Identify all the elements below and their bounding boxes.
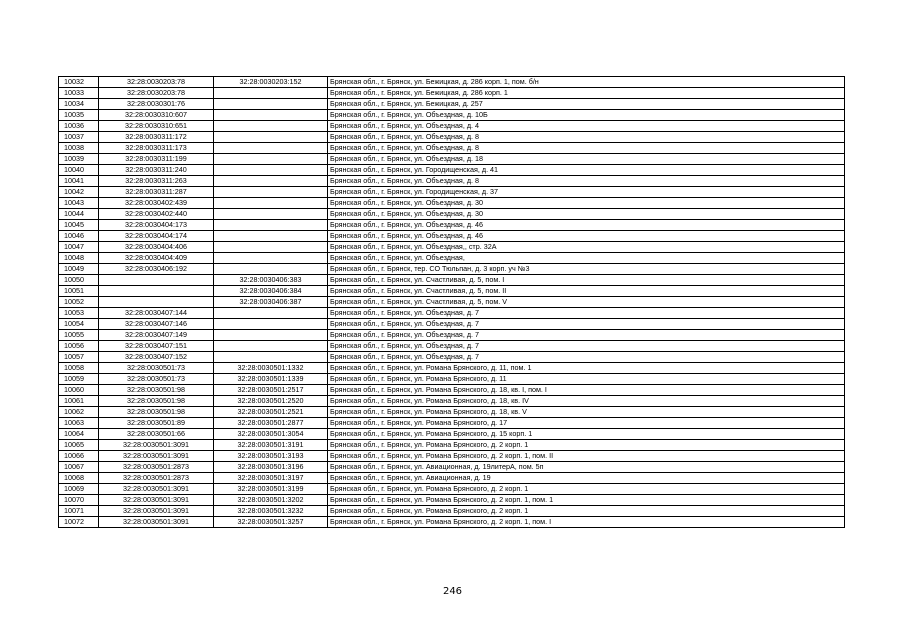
row-number-cell: 10063 [59,418,99,429]
address-cell: Брянская обл., г. Брянск, ул. Объездная, д. 8 [328,143,845,154]
building-cadastral-number-cell: 32:28:0030404:406 [99,242,214,253]
address-cell: Брянская обл., г. Брянск, ул. Авиационная, д. 19литерА, пом. 5п [328,462,845,473]
building-cadastral-number-cell: 32:28:0030311:287 [99,187,214,198]
building-cadastral-number-cell: 32:28:0030406:192 [99,264,214,275]
premises-cadastral-number-cell [214,209,328,220]
row-number-cell: 10059 [59,374,99,385]
building-cadastral-number-cell: 32:28:0030501:3091 [99,506,214,517]
row-number-cell: 10041 [59,176,99,187]
address-cell: Брянская обл., г. Брянск, ул. Объездная, д. 7 [328,352,845,363]
address-cell: Брянская обл., г. Брянск, ул. Объездная,, стр. 32А [328,242,845,253]
premises-cadastral-number-cell: 32:28:0030501:2517 [214,385,328,396]
row-number-cell: 10051 [59,286,99,297]
table-row [59,473,845,484]
table-row [59,264,845,275]
page-number: 246 [442,586,463,597]
table-row [59,308,845,319]
address-cell: Брянская обл., г. Брянск, ул. Городищенская, д. 37 [328,187,845,198]
premises-cadastral-number-cell: 32:28:0030501:3202 [214,495,328,506]
address-cell: Брянская обл., г. Брянск, ул. Романа Брянского, д. 18, кв. V [328,407,845,418]
table-row [59,330,845,341]
table-row [59,220,845,231]
address-cell: Брянская обл., г. Брянск, ул. Объездная, [328,253,845,264]
building-cadastral-number-cell: 32:28:0030311:172 [99,132,214,143]
premises-cadastral-number-cell [214,341,328,352]
building-cadastral-number-cell: 32:28:0030311:199 [99,154,214,165]
table-row [59,352,845,363]
premises-cadastral-number-cell: 32:28:0030501:3196 [214,462,328,473]
table-row [59,275,845,286]
premises-cadastral-number-cell: 32:28:0030501:2521 [214,407,328,418]
registry-table [58,76,845,528]
premises-cadastral-number-cell: 32:28:0030501:3197 [214,473,328,484]
premises-cadastral-number-cell: 32:28:0030406:384 [214,286,328,297]
row-number-cell: 10049 [59,264,99,275]
row-number-cell: 10060 [59,385,99,396]
address-cell: Брянская обл., г. Брянск, ул. Объездная, д. 10Б [328,110,845,121]
address-cell: Брянская обл., г. Брянск, тер. СО Тюльпан, д. 3 корп. уч №3 [328,264,845,275]
row-number-cell: 10056 [59,341,99,352]
building-cadastral-number-cell: 32:28:0030501:73 [99,374,214,385]
table-row [59,418,845,429]
address-cell: Брянская обл., г. Брянск, ул. Объездная, д. 18 [328,154,845,165]
row-number-cell: 10068 [59,473,99,484]
row-number-cell: 10064 [59,429,99,440]
table-row [59,154,845,165]
building-cadastral-number-cell: 32:28:0030203:78 [99,77,214,88]
premises-cadastral-number-cell [214,330,328,341]
building-cadastral-number-cell [99,297,214,308]
building-cadastral-number-cell: 32:28:0030404:173 [99,220,214,231]
row-number-cell: 10035 [59,110,99,121]
table-row [59,385,845,396]
table-row [59,407,845,418]
premises-cadastral-number-cell: 32:28:0030501:3054 [214,429,328,440]
premises-cadastral-number-cell [214,121,328,132]
address-cell: Брянская обл., г. Брянск, ул. Бежицкая, д. 286 корп. 1, пом. б/н [328,77,845,88]
building-cadastral-number-cell: 32:28:0030407:152 [99,352,214,363]
building-cadastral-number-cell: 32:28:0030203:78 [99,88,214,99]
address-cell: Брянская обл., г. Брянск, ул. Романа Брянского, д. 11 [328,374,845,385]
premises-cadastral-number-cell [214,253,328,264]
premises-cadastral-number-cell: 32:28:0030501:2520 [214,396,328,407]
premises-cadastral-number-cell [214,143,328,154]
row-number-cell: 10040 [59,165,99,176]
building-cadastral-number-cell: 32:28:0030311:240 [99,165,214,176]
building-cadastral-number-cell: 32:28:0030501:2873 [99,462,214,473]
premises-cadastral-number-cell [214,308,328,319]
table-row [59,88,845,99]
table-row [59,429,845,440]
address-cell: Брянская обл., г. Брянск, ул. Романа Брянского, д. 2 корп. 1, пом. 1 [328,495,845,506]
row-number-cell: 10058 [59,363,99,374]
building-cadastral-number-cell: 32:28:0030501:66 [99,429,214,440]
table-row [59,187,845,198]
table-row [59,121,845,132]
building-cadastral-number-cell: 32:28:0030501:73 [99,363,214,374]
address-cell: Брянская обл., г. Брянск, ул. Романа Брянского, д. 2 корп. 1, пом. I [328,517,845,528]
building-cadastral-number-cell: 32:28:0030407:151 [99,341,214,352]
row-number-cell: 10044 [59,209,99,220]
row-number-cell: 10071 [59,506,99,517]
row-number-cell: 10067 [59,462,99,473]
address-cell: Брянская обл., г. Брянск, ул. Объездная, д. 8 [328,132,845,143]
premises-cadastral-number-cell: 32:28:0030501:3257 [214,517,328,528]
row-number-cell: 10070 [59,495,99,506]
table-row [59,132,845,143]
building-cadastral-number-cell: 32:28:0030501:98 [99,396,214,407]
address-cell: Брянская обл., г. Брянск, ул. Авиационная, д. 19 [328,473,845,484]
building-cadastral-number-cell: 32:28:0030311:263 [99,176,214,187]
building-cadastral-number-cell: 32:28:0030501:3091 [99,484,214,495]
table-row [59,462,845,473]
row-number-cell: 10036 [59,121,99,132]
premises-cadastral-number-cell: 32:28:0030203:152 [214,77,328,88]
address-cell: Брянская обл., г. Брянск, ул. Романа Брянского, д. 2 корп. 1 [328,484,845,495]
building-cadastral-number-cell: 32:28:0030402:440 [99,209,214,220]
row-number-cell: 10043 [59,198,99,209]
building-cadastral-number-cell: 32:28:0030501:2873 [99,473,214,484]
table-row [59,484,845,495]
table-row [59,341,845,352]
building-cadastral-number-cell [99,286,214,297]
premises-cadastral-number-cell [214,352,328,363]
table-row [59,165,845,176]
address-cell: Брянская обл., г. Брянск, ул. Объездная, д. 4 [328,121,845,132]
building-cadastral-number-cell: 32:28:0030501:3091 [99,517,214,528]
address-cell: Брянская обл., г. Брянск, ул. Объездная, д. 7 [328,330,845,341]
premises-cadastral-number-cell: 32:28:0030501:3191 [214,440,328,451]
row-number-cell: 10053 [59,308,99,319]
table-row [59,319,845,330]
building-cadastral-number-cell: 32:28:0030501:89 [99,418,214,429]
address-cell: Брянская обл., г. Брянск, ул. Романа Брянского, д. 15 корп. 1 [328,429,845,440]
building-cadastral-number-cell: 32:28:0030404:409 [99,253,214,264]
premises-cadastral-number-cell [214,165,328,176]
building-cadastral-number-cell: 32:28:0030301:76 [99,99,214,110]
premises-cadastral-number-cell [214,176,328,187]
row-number-cell: 10055 [59,330,99,341]
premises-cadastral-number-cell: 32:28:0030406:387 [214,297,328,308]
row-number-cell: 10057 [59,352,99,363]
table-row [59,495,845,506]
building-cadastral-number-cell: 32:28:0030404:174 [99,231,214,242]
row-number-cell: 10037 [59,132,99,143]
table-row [59,242,845,253]
address-cell: Брянская обл., г. Брянск, ул. Романа Брянского, д. 2 корп. 1 [328,440,845,451]
table-row [59,110,845,121]
premises-cadastral-number-cell [214,132,328,143]
table-row [59,231,845,242]
building-cadastral-number-cell: 32:28:0030310:607 [99,110,214,121]
table-row [59,374,845,385]
building-cadastral-number-cell: 32:28:0030501:3091 [99,495,214,506]
row-number-cell: 10062 [59,407,99,418]
premises-cadastral-number-cell: 32:28:0030501:3193 [214,451,328,462]
premises-cadastral-number-cell [214,110,328,121]
address-cell: Брянская обл., г. Брянск, ул. Счастливая, д. 5, пом. II [328,286,845,297]
row-number-cell: 10047 [59,242,99,253]
premises-cadastral-number-cell [214,319,328,330]
premises-cadastral-number-cell: 32:28:0030501:1339 [214,374,328,385]
row-number-cell: 10069 [59,484,99,495]
table-row [59,198,845,209]
premises-cadastral-number-cell: 32:28:0030501:1332 [214,363,328,374]
building-cadastral-number-cell: 32:28:0030310:651 [99,121,214,132]
building-cadastral-number-cell: 32:28:0030402:439 [99,198,214,209]
building-cadastral-number-cell: 32:28:0030311:173 [99,143,214,154]
table-row [59,253,845,264]
address-cell: Брянская обл., г. Брянск, ул. Романа Брянского, д. 2 корп. 1 [328,506,845,517]
building-cadastral-number-cell: 32:28:0030501:98 [99,385,214,396]
row-number-cell: 10065 [59,440,99,451]
premises-cadastral-number-cell [214,187,328,198]
address-cell: Брянская обл., г. Брянск, ул. Объездная, д. 30 [328,209,845,220]
row-number-cell: 10034 [59,99,99,110]
row-number-cell: 10033 [59,88,99,99]
building-cadastral-number-cell: 32:28:0030407:149 [99,330,214,341]
premises-cadastral-number-cell: 32:28:0030501:3232 [214,506,328,517]
row-number-cell: 10061 [59,396,99,407]
table-row [59,99,845,110]
address-cell: Брянская обл., г. Брянск, ул. Объездная, д. 46 [328,220,845,231]
premises-cadastral-number-cell: 32:28:0030501:3199 [214,484,328,495]
table-row [59,297,845,308]
address-cell: Брянская обл., г. Брянск, ул. Городищенская, д. 41 [328,165,845,176]
row-number-cell: 10050 [59,275,99,286]
address-cell: Брянская обл., г. Брянск, ул. Объездная, д. 7 [328,341,845,352]
address-cell: Брянская обл., г. Брянск, ул. Объездная, д. 7 [328,319,845,330]
table-row [59,396,845,407]
premises-cadastral-number-cell [214,198,328,209]
address-cell: Брянская обл., г. Брянск, ул. Объездная, д. 30 [328,198,845,209]
table-row [59,209,845,220]
address-cell: Брянская обл., г. Брянск, ул. Бежицкая, д. 286 корп. 1 [328,88,845,99]
registry-table-body [59,77,845,528]
table-row [59,143,845,154]
building-cadastral-number-cell: 32:28:0030407:146 [99,319,214,330]
table-row [59,176,845,187]
premises-cadastral-number-cell [214,88,328,99]
address-cell: Брянская обл., г. Брянск, ул. Объездная, д. 8 [328,176,845,187]
row-number-cell: 10032 [59,77,99,88]
address-cell: Брянская обл., г. Брянск, ул. Романа Брянского, д. 11, пом. 1 [328,363,845,374]
premises-cadastral-number-cell [214,154,328,165]
row-number-cell: 10054 [59,319,99,330]
table-row [59,286,845,297]
building-cadastral-number-cell: 32:28:0030501:98 [99,407,214,418]
building-cadastral-number-cell: 32:28:0030407:144 [99,308,214,319]
row-number-cell: 10039 [59,154,99,165]
table-row [59,363,845,374]
address-cell: Брянская обл., г. Брянск, ул. Романа Брянского, д. 17 [328,418,845,429]
row-number-cell: 10052 [59,297,99,308]
address-cell: Брянская обл., г. Брянск, ул. Счастливая, д. 5, пом. I [328,275,845,286]
table-row [59,440,845,451]
row-number-cell: 10066 [59,451,99,462]
table-row [59,77,845,88]
address-cell: Брянская обл., г. Брянск, ул. Счастливая, д. 5, пом. V [328,297,845,308]
premises-cadastral-number-cell [214,242,328,253]
address-cell: Брянская обл., г. Брянск, ул. Бежицкая, д. 257 [328,99,845,110]
premises-cadastral-number-cell [214,220,328,231]
address-cell: Брянская обл., г. Брянск, ул. Романа Брянского, д. 2 корп. 1, пом. II [328,451,845,462]
row-number-cell: 10045 [59,220,99,231]
row-number-cell: 10038 [59,143,99,154]
row-number-cell: 10048 [59,253,99,264]
row-number-cell: 10046 [59,231,99,242]
address-cell: Брянская обл., г. Брянск, ул. Объездная, д. 7 [328,308,845,319]
row-number-cell: 10072 [59,517,99,528]
premises-cadastral-number-cell [214,99,328,110]
premises-cadastral-number-cell: 32:28:0030501:2877 [214,418,328,429]
address-cell: Брянская обл., г. Брянск, ул. Романа Брянского, д. 18, кв. I, пом. I [328,385,845,396]
premises-cadastral-number-cell: 32:28:0030406:383 [214,275,328,286]
address-cell: Брянская обл., г. Брянск, ул. Объездная, д. 46 [328,231,845,242]
table-row [59,517,845,528]
premises-cadastral-number-cell [214,231,328,242]
building-cadastral-number-cell: 32:28:0030501:3091 [99,451,214,462]
building-cadastral-number-cell: 32:28:0030501:3091 [99,440,214,451]
address-cell: Брянская обл., г. Брянск, ул. Романа Брянского, д. 18, кв. IV [328,396,845,407]
table-row [59,506,845,517]
row-number-cell: 10042 [59,187,99,198]
table-row [59,451,845,462]
premises-cadastral-number-cell [214,264,328,275]
building-cadastral-number-cell [99,275,214,286]
